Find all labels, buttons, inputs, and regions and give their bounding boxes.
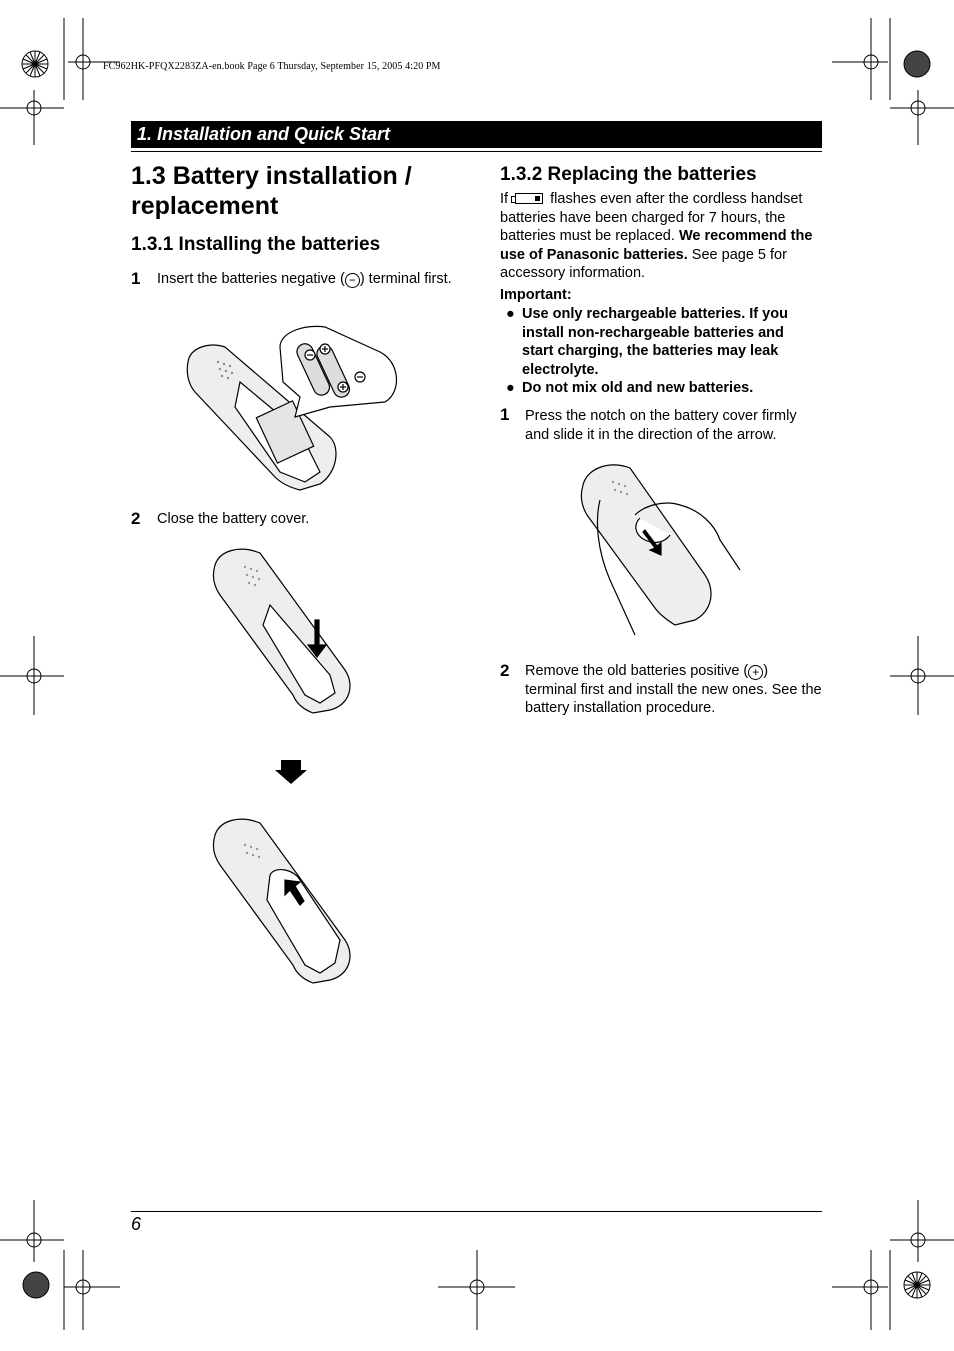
sunburst-mark-icon (904, 1272, 930, 1298)
footer-rule (131, 1211, 822, 1212)
minus-terminal-icon: − (345, 273, 360, 288)
install-step-1-text (157, 270, 457, 289)
handset-battery-insert-figure (180, 322, 410, 492)
print-metadata: FC962HK-PFQX2283ZA-en.book Page 6 Thursday, September 15, 2005 4:20 PM (103, 61, 441, 72)
important-bullet (506, 305, 814, 379)
bullet-text: Do not mix old and new batteries. (522, 380, 754, 396)
page-number: 6 (131, 1214, 142, 1234)
registration-mark-icon (64, 1250, 120, 1330)
replace-step-2-text (525, 662, 822, 718)
intro-bold: We recommend the use of Panasonic batteries. (500, 228, 813, 263)
install-step-2-text: Close the battery cover. (157, 511, 310, 527)
handset-cover-closed-figure (205, 815, 365, 985)
step-number: 1 (500, 405, 510, 424)
step-text-part: Insert the batteries negative ( (157, 271, 345, 287)
registration-mark-icon (832, 1250, 888, 1330)
install-heading: 1.3.1 Installing the batteries (131, 234, 381, 255)
dark-mark-icon (23, 1272, 49, 1298)
intro-text: flashes even after the cordless handset batteries have been charged for 7 hours, the batteries must be replaced. (500, 191, 803, 244)
step-text-part: Remove the old batteries positive ( (525, 663, 749, 679)
step-text-part: ) terminal first. (359, 271, 452, 287)
down-arrow-icon (275, 760, 307, 784)
registration-mark-icon (0, 1200, 64, 1262)
registration-mark-icon (438, 1250, 515, 1330)
important-label: Important: (500, 287, 572, 303)
section-header-bar (131, 121, 822, 148)
header-rule (131, 151, 822, 152)
registration-mark-icon (0, 636, 64, 715)
registration-mark-icon (832, 18, 888, 100)
registration-mark-icon (890, 636, 954, 715)
plus-terminal-icon: + (748, 665, 763, 680)
dark-mark-icon (904, 51, 930, 77)
replace-step-1-text: Press the notch on the battery cover firmly and slide it in the direction of the arrow. (525, 408, 797, 443)
step-number: 2 (500, 661, 510, 680)
registration-mark-icon (0, 90, 64, 145)
step-text-part: ) terminal first and install the new ones. See the battery installation procedure. (525, 663, 822, 716)
bullet-icon: ● (506, 380, 515, 396)
registration-mark-icon (890, 1200, 954, 1262)
hand-slide-cover-figure (575, 460, 745, 640)
replace-heading: 1.3.2 Replacing the batteries (500, 164, 757, 185)
step-number: 1 (131, 269, 141, 288)
sunburst-mark-icon (22, 51, 48, 77)
step-number: 2 (131, 509, 141, 528)
section-title: 1. Installation and Quick Start (137, 124, 391, 144)
page-title: 1.3 Battery installation / replacement (131, 162, 412, 220)
handset-cover-close-figure (205, 545, 365, 715)
bullet-icon: ● (506, 306, 515, 322)
intro-text: If (500, 191, 509, 207)
bullet-text: Use only rechargeable batteries. If you install non-rechargeable batteries and start charging, the batteries may leak electrolyte. (522, 306, 788, 378)
battery-low-icon (515, 193, 543, 204)
important-bullet (506, 379, 814, 398)
registration-mark-icon (68, 18, 120, 100)
replace-intro (500, 190, 822, 283)
intro-text: See page 5 for accessory information. (500, 246, 787, 281)
registration-mark-icon (890, 90, 954, 145)
